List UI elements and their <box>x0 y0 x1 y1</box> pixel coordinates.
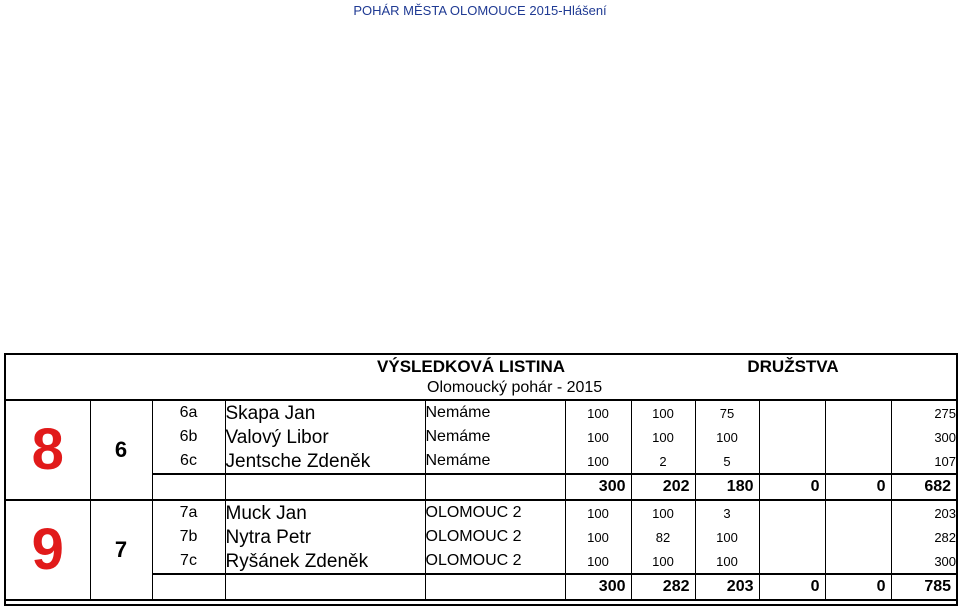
score-1: 100 <box>565 449 631 474</box>
team-sum: 682 <box>891 474 956 500</box>
score-1: 100 <box>565 549 631 574</box>
score-1: 100 <box>565 425 631 449</box>
member-name: Valový Libor <box>225 425 425 449</box>
total-4: 0 <box>759 574 825 600</box>
score-3: 75 <box>695 400 759 425</box>
sheet-subheading: Olomoucký pohár - 2015 <box>425 377 759 400</box>
total-2: 282 <box>631 574 695 600</box>
results-table <box>6 355 956 601</box>
total-5: 0 <box>825 574 891 600</box>
team-place: 9 <box>6 500 90 600</box>
member-name: Jentsche Zdeněk <box>225 449 425 474</box>
member-club: OLOMOUC 2 <box>425 500 565 525</box>
total-3: 180 <box>695 474 759 500</box>
member-total: 282 <box>934 529 957 545</box>
score-3: 100 <box>695 425 759 449</box>
header-row <box>6 355 956 377</box>
member-code: 7b <box>152 525 225 549</box>
team-number: 7 <box>90 500 152 600</box>
score-3: 5 <box>695 449 759 474</box>
member-club: OLOMOUC 2 <box>425 525 565 549</box>
score-2: 82 <box>631 525 695 549</box>
total-3: 203 <box>695 574 759 600</box>
score-3: 3 <box>695 500 759 525</box>
member-total: 203 <box>934 505 957 521</box>
member-code: 6a <box>152 400 225 425</box>
sheet-heading: VÝSLEDKOVÁ LISTINA <box>377 356 565 376</box>
total-4: 0 <box>759 474 825 500</box>
page-title: POHÁR MĚSTA OLOMOUCE 2015-Hlášení <box>353 3 607 18</box>
member-name: Muck Jan <box>225 500 425 525</box>
member-name: Skapa Jan <box>225 400 425 425</box>
member-club: Nemáme <box>425 449 565 474</box>
table-row <box>6 400 956 425</box>
score-1: 100 <box>565 525 631 549</box>
member-total: 275 <box>934 405 957 421</box>
score-3: 100 <box>695 525 759 549</box>
member-name: Nytra Petr <box>225 525 425 549</box>
score-2: 2 <box>631 449 695 474</box>
member-total: 300 <box>891 549 956 574</box>
score-1: 100 <box>565 400 631 425</box>
score-2: 100 <box>631 549 695 574</box>
results-sheet <box>4 353 958 606</box>
member-name: Ryšánek Zdeněk <box>225 549 425 574</box>
subheader-row <box>6 377 956 400</box>
score-3: 100 <box>695 549 759 574</box>
score-2: 100 <box>631 500 695 525</box>
member-club: Nemáme <box>425 400 565 425</box>
member-code: 6c <box>152 449 225 474</box>
total-1: 300 <box>565 574 631 600</box>
member-total: 300 <box>934 429 957 445</box>
team-place: 8 <box>6 400 90 500</box>
team-sum: 785 <box>891 574 956 600</box>
member-code: 6b <box>152 425 225 449</box>
member-code: 7c <box>152 549 225 574</box>
member-code: 7a <box>152 500 225 525</box>
team-number: 6 <box>90 400 152 500</box>
member-club: OLOMOUC 2 <box>425 549 565 574</box>
sheet-category: DRUŽSTVA <box>747 356 839 376</box>
total-1: 300 <box>565 474 631 500</box>
member-total: 107 <box>891 449 956 474</box>
score-1: 100 <box>565 500 631 525</box>
member-club: Nemáme <box>425 425 565 449</box>
total-2: 202 <box>631 474 695 500</box>
score-2: 100 <box>631 400 695 425</box>
total-5: 0 <box>825 474 891 500</box>
table-row <box>6 500 956 525</box>
score-2: 100 <box>631 425 695 449</box>
